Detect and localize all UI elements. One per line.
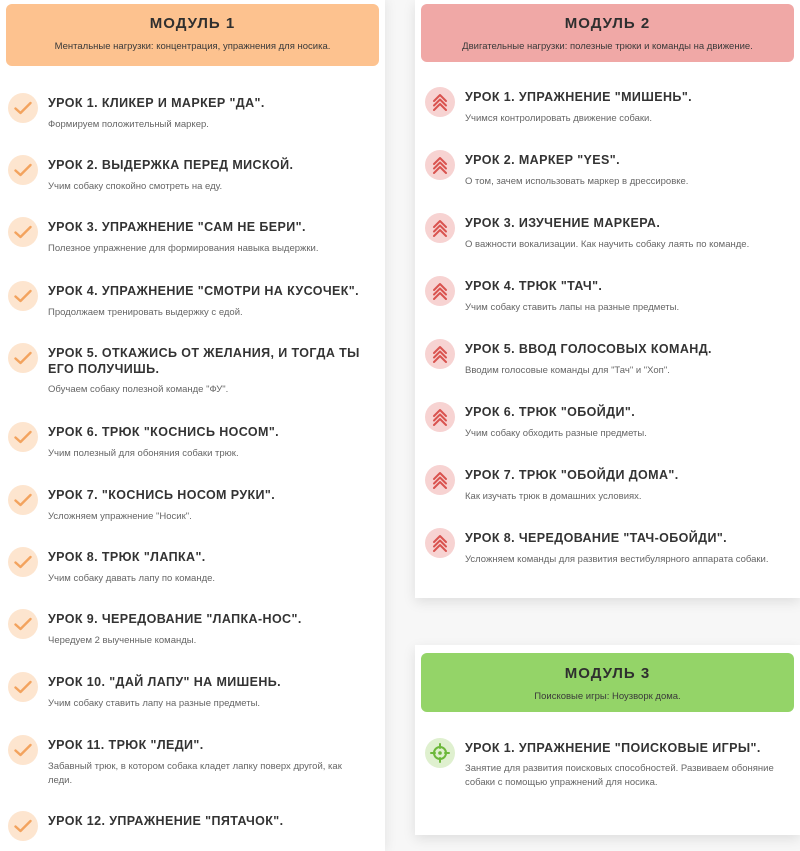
lesson-title: УРОК 5. ОТКАЖИСЬ ОТ ЖЕЛАНИЯ, И ТОГДА ТЫ ЕГО ПОЛУЧИШЬ. <box>48 346 360 376</box>
double-chevron-up-icon <box>425 276 455 306</box>
double-chevron-up-icon <box>425 339 455 369</box>
module-title: МОДУЛЬ 3 <box>564 665 651 682</box>
check-icon <box>8 735 38 765</box>
lesson-description: Забавный трюк, в котором собака кладет лапку поверх другой, как леди. <box>48 761 342 786</box>
check-icon <box>8 343 38 373</box>
lesson-title: УРОК 7. ТРЮК "ОБОЙДИ ДОМА". <box>465 468 679 482</box>
lesson-title: УРОК 3. УПРАЖНЕНИЕ "САМ НЕ БЕРИ". <box>48 220 306 234</box>
check-icon <box>8 93 38 123</box>
check-icon <box>8 485 38 515</box>
lesson-description: Усложняем упражнение "Носик". <box>48 511 192 522</box>
lesson-description: Учимся контролировать движение собаки. <box>465 113 652 124</box>
lesson-title: УРОК 6. ТРЮК "ОБОЙДИ". <box>465 405 636 419</box>
lesson-title: УРОК 2. ВЫДЕРЖКА ПЕРЕД МИСКОЙ. <box>48 158 294 172</box>
lesson-description: Учим собаку давать лапу по команде. <box>48 573 216 584</box>
module-1-card <box>0 0 385 851</box>
double-chevron-up-icon <box>425 402 455 432</box>
module-subtitle: Ментальные нагрузки: концентрация, упражнения для носика. <box>54 41 331 52</box>
lesson-description: Учим собаку обходить разные предметы. <box>465 428 647 439</box>
lesson-title: УРОК 7. "КОСНИСЬ НОСОМ РУКИ". <box>48 488 276 502</box>
lesson-title: УРОК 1. КЛИКЕР И МАРКЕР "ДА". <box>48 96 265 110</box>
module-3-header <box>421 653 794 712</box>
double-chevron-up-icon <box>425 465 455 495</box>
module-title: МОДУЛЬ 2 <box>564 15 651 32</box>
lesson-description: Учим собаку ставить лапу на разные предметы. <box>48 698 261 709</box>
lesson-description: Полезное упражнение для формирования навыка выдержки. <box>48 243 319 254</box>
module-2-card <box>415 0 800 598</box>
check-icon <box>8 217 38 247</box>
target-icon <box>425 738 455 768</box>
lesson-description: Вводим голосовые команды для "Тач" и "Хоп". <box>465 365 670 376</box>
check-icon <box>8 281 38 311</box>
lesson-title: УРОК 9. ЧЕРЕДОВАНИЕ "ЛАПКА-НОС". <box>48 612 302 626</box>
check-icon <box>8 155 38 185</box>
lesson-title: УРОК 4. УПРАЖНЕНИЕ "СМОТРИ НА КУСОЧЕК". <box>48 284 359 298</box>
module-2-header <box>421 4 794 62</box>
lesson-title: УРОК 8. ТРЮК "ЛАПКА". <box>48 550 206 564</box>
check-icon <box>8 547 38 577</box>
check-icon <box>8 609 38 639</box>
lesson-description: Формируем положительный маркер. <box>48 119 209 130</box>
lesson-description: Учим собаку спокойно смотреть на еду. <box>48 181 223 192</box>
lesson-title: УРОК 12. УПРАЖНЕНИЕ "ПЯТАЧОК". <box>48 814 284 828</box>
lesson-description: Чередуем 2 выученные команды. <box>48 635 197 646</box>
lesson-description: О важности вокализации. Как научить собаку лаять по команде. <box>465 239 750 250</box>
double-chevron-up-icon <box>425 528 455 558</box>
lesson-description: Учим собаку ставить лапы на разные предметы. <box>465 302 680 313</box>
lesson-title: УРОК 3. ИЗУЧЕНИЕ МАРКЕРА. <box>465 216 661 230</box>
module-1-header <box>6 4 379 66</box>
lesson-description: Обучаем собаку полезной команде "ФУ". <box>48 384 229 395</box>
lesson-title: УРОК 10. "ДАЙ ЛАПУ" НА МИШЕНЬ. <box>48 675 282 689</box>
lesson-title: УРОК 2. МАРКЕР "YES". <box>465 153 620 167</box>
lesson-title: УРОК 6. ТРЮК "КОСНИСЬ НОСОМ". <box>48 425 280 439</box>
lesson-title: УРОК 5. ВВОД ГОЛОСОВЫХ КОМАНД. <box>465 342 712 356</box>
double-chevron-up-icon <box>425 213 455 243</box>
lesson-description: Продолжаем тренировать выдержку с едой. <box>48 307 243 318</box>
lesson-description: Усложняем команды для развития вестибулярного аппарата собаки. <box>465 554 769 565</box>
module-subtitle: Поисковые игры: Ноузворк дома. <box>534 691 681 702</box>
double-chevron-up-icon <box>425 150 455 180</box>
lesson-title: УРОК 11. ТРЮК "ЛЕДИ". <box>48 738 204 752</box>
lesson-title: УРОК 1. УПРАЖНЕНИЕ "МИШЕНЬ". <box>465 90 693 104</box>
check-icon <box>8 672 38 702</box>
double-chevron-up-icon <box>425 87 455 117</box>
lesson-title: УРОК 4. ТРЮК "ТАЧ". <box>465 279 603 293</box>
lesson-description: Как изучать трюк в домашних условиях. <box>465 491 642 502</box>
module-subtitle: Двигательные нагрузки: полезные трюки и команды на движение. <box>462 41 753 52</box>
module-title: МОДУЛЬ 1 <box>149 15 236 32</box>
lesson-title: УРОК 8. ЧЕРЕДОВАНИЕ "ТАЧ-ОБОЙДИ". <box>465 531 728 545</box>
lesson-title: УРОК 1. УПРАЖНЕНИЕ "ПОИСКОВЫЕ ИГРЫ". <box>465 741 761 755</box>
lesson-description: Занятие для развития поисковых способностей. Развиваем обоняние собаки с помощью упражнений для носика. <box>465 763 774 788</box>
lesson-description: О том, зачем использовать маркер в дрессировке. <box>465 176 689 187</box>
module-3-card <box>415 645 800 835</box>
check-icon <box>8 811 38 841</box>
check-icon <box>8 422 38 452</box>
lesson-description: Учим полезный для обоняния собаки трюк. <box>48 448 239 459</box>
